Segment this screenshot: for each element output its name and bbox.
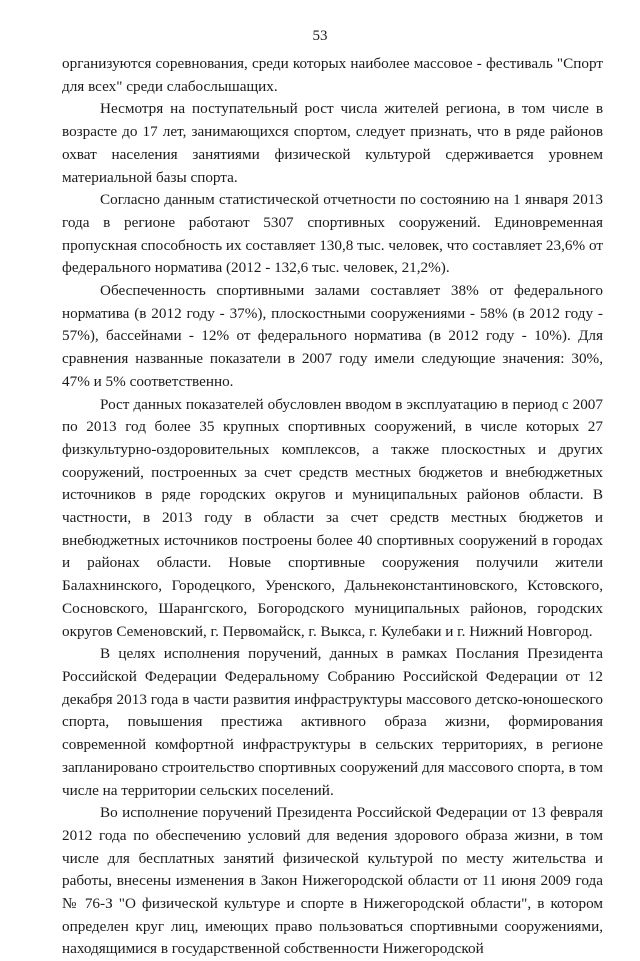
paragraph-presidential-address: В целях исполнения поручений, данных в рамках Послания Президента Российской Федерации Федеральному Собранию Российской Федерации от 12 декабря 2013 года в части развития инфраструктуры массового детско-юношеского спорта, повышения престижа активного образа жизни, формирования современной комфортной инфраструктуры в сельских территориях, в регионе запланировано строительство спортивных сооружений для массового спорта, в том числе на территории сельских поселений. [62,645,603,799]
paragraph-regional-law: Во исполнение поручений Президента Российской Федерации от 13 февраля 2012 года по обеспечению условий для ведения здорового образа жизни, в том числе для бесплатных занятий физической культурой по месту жительства и работы, внесены изменения в Закон Нижегородской области от 11 июня 2009 года № 76-З "О физической культуре и спорте в Нижегородской области", в котором определен круг лиц, имеющих право пользоваться спортивными сооружениями, находящимися в государственной собственности Нижегородской [62,804,603,958]
paragraph-sport-coverage: Несмотря на поступательный рост числа жителей региона, в том числе в возрасте до 17 лет, занимающихся спортом, следует признать, что в ряде районов охват населения занятиями физической культурой сдерживается уровнем материальной базы спорта. [62,100,603,186]
page-number: 53 [312,28,328,44]
document-body [62,53,603,961]
paragraph-statistics: Согласно данным статистической отчетности по состоянию на 1 января 2013 года в регионе работают 5307 спортивных сооружений. Единовременная пропускная способность их составляет 130,8 тыс. человек, что составляет 23,6% от федерального норматива (2012 - 132,6 тыс. человек, 21,2%). [62,191,603,277]
paragraph-new-facilities: Рост данных показателей обусловлен вводом в эксплуатацию в период с 2007 по 2013 год более 35 крупных спортивных сооружений, в числе которых 27 физкультурно-оздоровительных комплексов, а также плоскостных и других сооружений, построенных за счет средств местных бюджетов и внебюджетных источников в ряде городских округов и муниципальных районов области. В частности, в 2013 году в области за счет средств местных бюджетов и внебюджетных источников построены более 40 спортивных сооружений в городах и районах области. Новые спортивные сооружения получили жители Балахнинского, Городецкого, Уренского, Дальнеконстантиновского, Кстовского, Сосновского, Шарангского, Богородского муниципальных районов, городских округов Семеновский, г. Первомайск, г. Выкса, г. Кулебаки и г. Нижний Новгород. [62,395,603,640]
paragraph-continuation: организуются соревнования, среди которых наиболее массовое - фестиваль "Спорт для всех" среди слабослышащих. [62,55,603,95]
paragraph-facility-provision: Обеспеченность спортивными залами составляет 38% от федерального норматива (в 2012 году - 37%), плоскостными сооружениями - 58% (в 2012 году - 57%), бассейнами - 12% от федерального норматива (в 2012 году - 10%). Для сравнения названные показатели в 2007 году имели следующие значения: 30%, 47% и 5% соответственно. [62,282,603,390]
